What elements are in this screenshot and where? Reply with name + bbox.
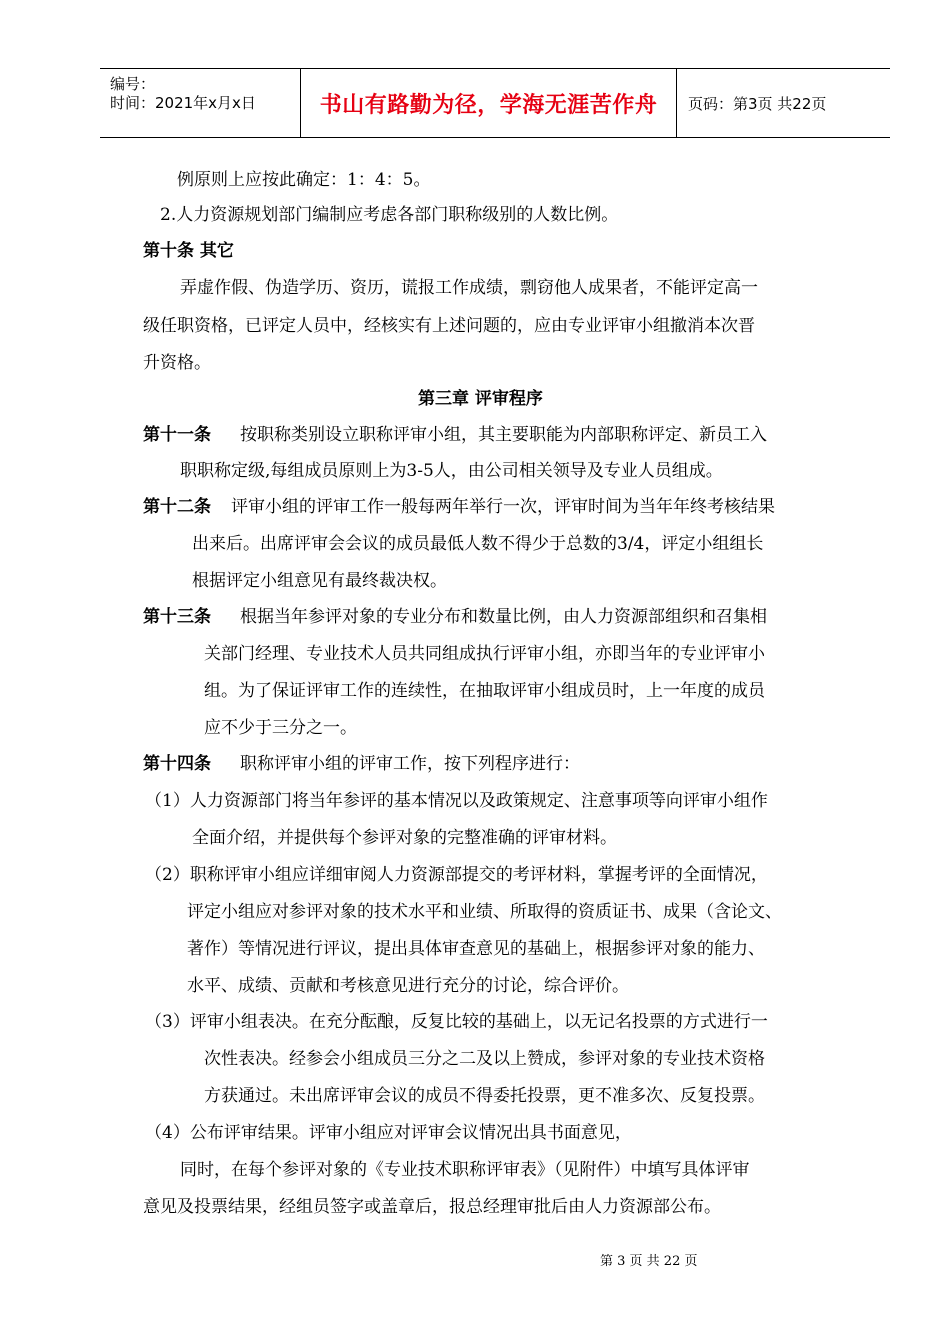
document-date-label: 时间：2021年x月x日 [110, 94, 256, 112]
body-line: （1）人力资源部门将当年参评的基本情况以及政策规定、注意事项等向评审小组作 [145, 791, 768, 811]
chapter-3-heading: 第三章 评审程序 [418, 389, 543, 409]
body-line: 2.人力资源规划部门编制应考虑各部门职称级别的人数比例。 [160, 205, 619, 225]
page-footer: 第 3 页 共 22 页 [600, 1254, 698, 1269]
body-line: 出来后。出席评审会会议的成员最低人数不得少于总数的3/4，评定小组组长 [192, 534, 764, 554]
page-header [100, 68, 890, 138]
article-12-heading: 第十二条 [143, 497, 211, 517]
document-number-label: 编号： [110, 75, 156, 93]
body-line: 例原则上应按此确定：1：4：5。 [177, 170, 431, 190]
article-13-heading: 第十三条 [143, 607, 211, 627]
body-line: 按职称类别设立职称评审小组，其主要职能为内部职称评定、新员工入 [240, 425, 767, 445]
body-line: 弄虚作假、伪造学历、资历，谎报工作成绩，剽窃他人成果者，不能评定高一 [180, 278, 758, 298]
body-line: 职职称定级,每组成员原则上为3-5人，由公司相关领导及专业人员组成。 [180, 461, 723, 481]
header-page-label: 页码：第3页 共22页 [688, 94, 827, 113]
header-motto: 书山有路勤为径，学海无涯苦作舟 [319, 92, 658, 118]
body-line: （4）公布评审结果。评审小组应对评审会议情况出具书面意见， [145, 1123, 632, 1143]
body-line: 根据当年参评对象的专业分布和数量比例，由人力资源部组织和召集相 [240, 607, 767, 627]
body-line: 关部门经理、专业技术人员共同组成执行评审小组，亦即当年的专业评审小 [204, 644, 765, 664]
header-meta [100, 69, 300, 137]
body-line: 著作）等情况进行评议，提出具体审查意见的基础上，根据参评对象的能力、 [187, 939, 765, 959]
article-14-heading: 第十四条 [143, 754, 211, 774]
body-line: 评审小组的评审工作一般每两年举行一次，评审时间为当年年终考核结果 [231, 497, 775, 517]
body-line: 同时，在每个参评对象的《专业技术职称评审表》（见附件）中填写具体评审 [180, 1160, 750, 1180]
body-line: 职称评审小组的评审工作，按下列程序进行： [240, 754, 580, 774]
body-line: 评定小组应对参评对象的技术水平和业绩、所取得的资质证书、成果（含论文、 [187, 902, 782, 922]
header-motto-cell [300, 69, 677, 137]
header-page-cell [676, 69, 890, 137]
article-10-heading: 第十条 其它 [143, 241, 234, 261]
body-line: 应不少于三分之一。 [204, 718, 357, 738]
body-line: 组。为了保证评审工作的连续性，在抽取评审小组成员时，上一年度的成员 [204, 681, 765, 701]
body-line: 方获通过。未出席评审会议的成员不得委托投票，更不准多次、反复投票。 [204, 1086, 765, 1106]
body-line: 根据评定小组意见有最终裁决权。 [192, 571, 447, 591]
body-line: （2）职称评审小组应详细审阅人力资源部提交的考评材料，掌握考评的全面情况， [145, 865, 768, 885]
body-line: 意见及投票结果，经组员签字或盖章后，报总经理审批后由人力资源部公布。 [143, 1197, 721, 1217]
body-line: 次性表决。经参会小组成员三分之二及以上赞成，参评对象的专业技术资格 [204, 1049, 765, 1069]
body-line: 升资格。 [143, 353, 211, 373]
body-line: （3）评审小组表决。在充分酝酿，反复比较的基础上，以无记名投票的方式进行一 [145, 1012, 768, 1032]
article-11-heading: 第十一条 [143, 425, 211, 445]
body-line: 级任职资格，已评定人员中，经核实有上述问题的，应由专业评审小组撤消本次晋 [143, 316, 755, 336]
body-line: 水平、成绩、贡献和考核意见进行充分的讨论，综合评价。 [187, 976, 629, 996]
body-line: 全面介绍，并提供每个参评对象的完整准确的评审材料。 [192, 828, 617, 848]
